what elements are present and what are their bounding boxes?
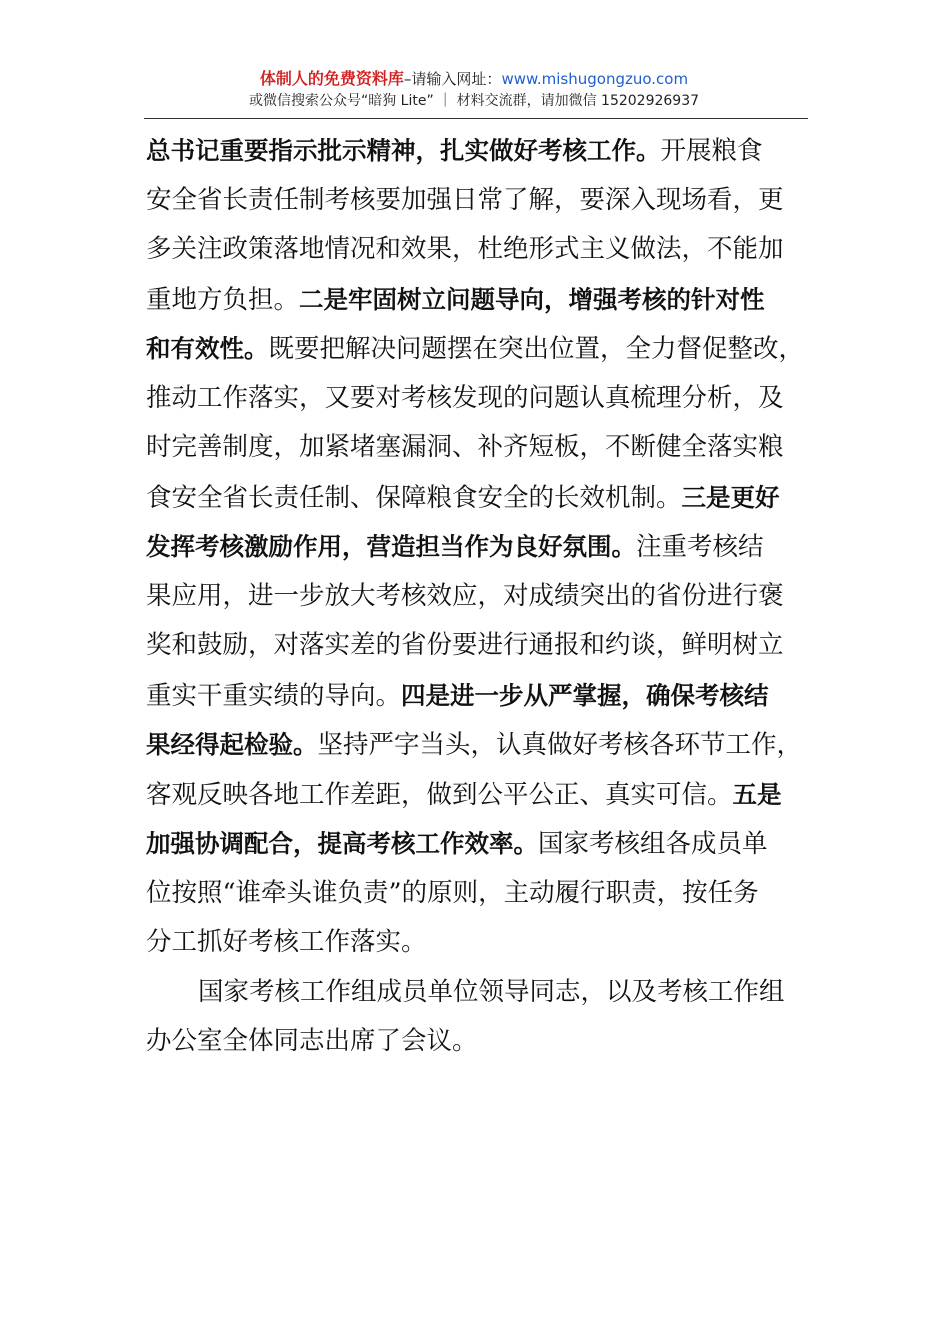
text-line: [146, 1017, 814, 1067]
text-run: 国家考核工作组成员单位领导同志，以及考核工作组: [198, 976, 785, 1007]
bold-text-run: 发挥考核激励作用，营造担当作为良好氛围。: [146, 532, 636, 561]
header-divider: [144, 118, 808, 119]
text-line: [146, 621, 814, 671]
bold-text-run: 四是进一步从严掌握，确保考核结: [401, 680, 769, 710]
text-run: 安全省长责任制考核要加强日常了解，要深入现场看，更: [146, 184, 784, 215]
header-prompt: –请输入网址：: [403, 70, 502, 88]
text-line: [146, 423, 814, 473]
text-run: 重地方负担。: [146, 284, 300, 315]
text-run: 重实干重实绩的导向。: [146, 680, 402, 711]
text-line: [146, 275, 814, 325]
text-line: [146, 473, 814, 523]
text-line: [146, 522, 814, 572]
text-run: 奖和鼓励，对落实差的省份要进行通报和约谈，鲜明树立: [146, 630, 784, 660]
text-run: 推动工作落实，又要对考核发现的问题认真梳理分析，及: [146, 382, 784, 413]
text-line: [146, 324, 814, 374]
bold-text-run: 总书记重要指示批示精神，扎实做好考核工作。: [146, 136, 661, 165]
header-line-2: 或微信搜索公众号“暗狗 Lite” ｜ 材料交流群，请加微信 15202926937: [248, 93, 700, 109]
text-run: 坚持严字当头，认真做好考核各环节工作，: [317, 730, 803, 760]
text-line: [146, 968, 814, 1018]
text-run: 开展粮食: [660, 136, 763, 166]
text-run: 多关注政策落地情况和效果，杜绝形式主义做法，不能加: [146, 234, 784, 264]
bold-text-run: 和有效性。: [146, 334, 269, 363]
bold-text-run: 二是牢固树立问题导向，增强考核的针对性: [299, 284, 765, 314]
text-run: 既要把解决问题摆在突出位置，全力督促整改，: [268, 334, 805, 364]
text-line: [146, 918, 814, 968]
text-line: [146, 671, 814, 721]
text-line: [146, 572, 814, 622]
text-line: [146, 819, 814, 869]
text-line: [146, 225, 814, 275]
text-line: [146, 869, 814, 919]
bold-text-run: 加强协调配合，提高考核工作效率。: [146, 829, 538, 858]
text-run: 果应用，进一步放大考核效应，对成绩突出的省份进行褒: [146, 580, 784, 611]
header-brand: 体制人的免费资料库: [259, 69, 404, 88]
text-line: [146, 770, 814, 820]
text-line: [146, 126, 814, 176]
header-line-1: [140, 68, 808, 90]
text-run: 国家考核组各成员单: [538, 829, 768, 859]
text-run: 位按照“谁牵头谁负责”的原则，主动履行职责，按任务: [146, 877, 759, 908]
text-run: 注重考核结: [636, 532, 764, 562]
text-run: 时完善制度，加紧堵塞漏洞、补齐短板，不断健全落实粮: [146, 432, 784, 462]
text-line: [146, 720, 814, 770]
bold-text-run: 五是: [732, 779, 782, 809]
header-url-link[interactable]: www.mishugongzuo.com: [501, 70, 689, 88]
text-run: 分工抓好考核工作落实。: [146, 927, 427, 957]
text-run: 客观反映各地工作差距，做到公平公正、真实可信。: [146, 779, 733, 810]
text-line: [146, 374, 814, 424]
bold-text-run: 三是更好: [681, 482, 780, 512]
text-line: [146, 176, 814, 226]
document-body: [146, 126, 814, 1067]
bold-text-run: 果经得起检验。: [146, 730, 318, 759]
text-run: 食安全省长责任制、保障粮食安全的长效机制。: [146, 482, 682, 513]
text-run: 办公室全体同志出席了会议。: [146, 1026, 478, 1056]
page-header: [140, 68, 808, 112]
